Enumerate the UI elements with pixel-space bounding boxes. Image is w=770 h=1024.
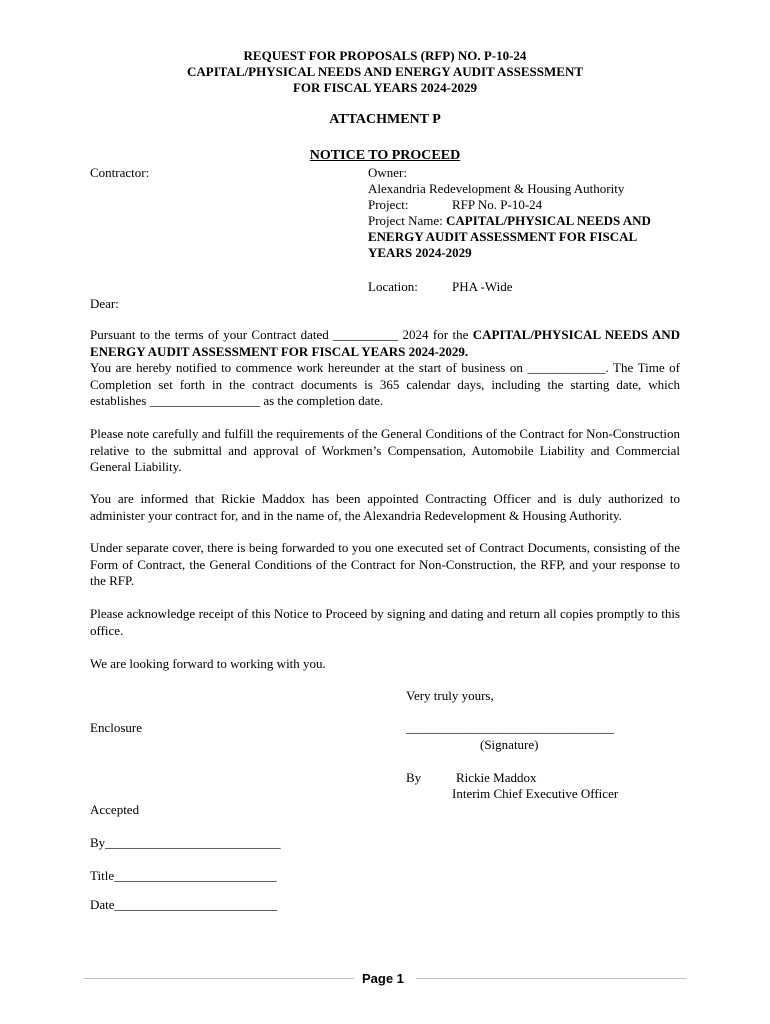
location-label: Location:	[368, 279, 418, 294]
signer-name: Rickie Maddox	[456, 770, 537, 785]
paragraph-insurance: Please note carefully and fulfill the requirements of the General Conditions of the Contract for Non-Construction relative to the submittal and approval of Workmen’s Compensation, Automobile Liability and Commercial General Liability.	[90, 426, 680, 474]
rfp-number-heading: REQUEST FOR PROPOSALS (RFP) NO. P-10-24	[243, 48, 527, 63]
signature-label: (Signature)	[480, 737, 539, 752]
paragraph-contracting-officer: You are informed that Rickie Maddox has been appointed Contracting Officer and is duly authorized to administer your contract for, and in the name of, the Alexandria Redevelopment & Housing Authority.	[90, 491, 680, 523]
accepted-date-field: Date_________________________	[90, 897, 278, 912]
footer-rule-left	[84, 978, 354, 979]
accepted-label: Accepted	[90, 802, 140, 817]
by-label: By	[406, 770, 422, 785]
page-number: Page 1	[362, 971, 404, 986]
valediction: Very truly yours,	[406, 688, 494, 703]
accepted-by-field: By___________________________	[90, 835, 281, 850]
contractor-label: Contractor:	[90, 165, 150, 180]
paragraph-closing: We are looking forward to working with you.	[90, 656, 326, 671]
rfp-title-heading: CAPITAL/PHYSICAL NEEDS AND ENERGY AUDIT ASSESSMENT	[187, 64, 583, 79]
attachment-heading: ATTACHMENT P	[329, 112, 441, 127]
fiscal-years-heading: FOR FISCAL YEARS 2024-2029	[292, 80, 478, 95]
salutation: Dear:	[90, 296, 119, 311]
location-value: PHA -Wide	[452, 279, 513, 294]
project-name-label: Project Name:	[368, 213, 443, 228]
project-name-row	[368, 213, 651, 229]
project-value: RFP No. P-10-24	[452, 197, 543, 212]
paragraph-acknowledge: Please acknowledge receipt of this Notice to Proceed by signing and dating and return all copies promptly to this office.	[90, 606, 680, 638]
paragraph-contract-dates	[90, 327, 680, 410]
paragraph-1-commencement: You are hereby notified to commence work hereunder at the start of business on ____________. The Time of Completion set forth in the contract documents is 365 calendar days, including the starting date, which establishes _________________ as the completion date.	[90, 360, 680, 408]
notice-title: NOTICE TO PROCEED	[309, 148, 461, 163]
project-label: Project:	[368, 197, 409, 212]
accepted-title-field: Title_________________________	[90, 868, 277, 883]
enclosure-label: Enclosure	[90, 720, 142, 735]
footer-rule-right	[416, 978, 686, 979]
project-name-value: CAPITAL/PHYSICAL NEEDS AND	[445, 213, 651, 228]
project-name-line2: ENERGY AUDIT ASSESSMENT FOR FISCAL	[368, 229, 638, 244]
paragraph-contract-documents: Under separate cover, there is being forwarded to you one executed set of Contract Documents, consisting of the Form of Contract, the General Conditions of the Contract for Non-Construction, the RFP, and your response to the RFP.	[90, 540, 680, 588]
project-name-line3: YEARS 2024-2029	[368, 245, 472, 260]
owner-name: Alexandria Redevelopment & Housing Authority	[368, 181, 625, 196]
owner-label: Owner:	[368, 165, 407, 180]
paragraph-1-intro: Pursuant to the terms of your Contract dated __________ 2024 for the	[90, 327, 473, 342]
signature-line: ________________________________	[406, 720, 614, 735]
signer-title: Interim Chief Executive Officer	[452, 786, 619, 801]
paragraph-1-project-name: CAPITAL/PHYSICAL NEEDS AND ENERGY AUDIT ASSESSMENT FOR FISCAL YEARS 2024-2029.	[90, 327, 680, 359]
